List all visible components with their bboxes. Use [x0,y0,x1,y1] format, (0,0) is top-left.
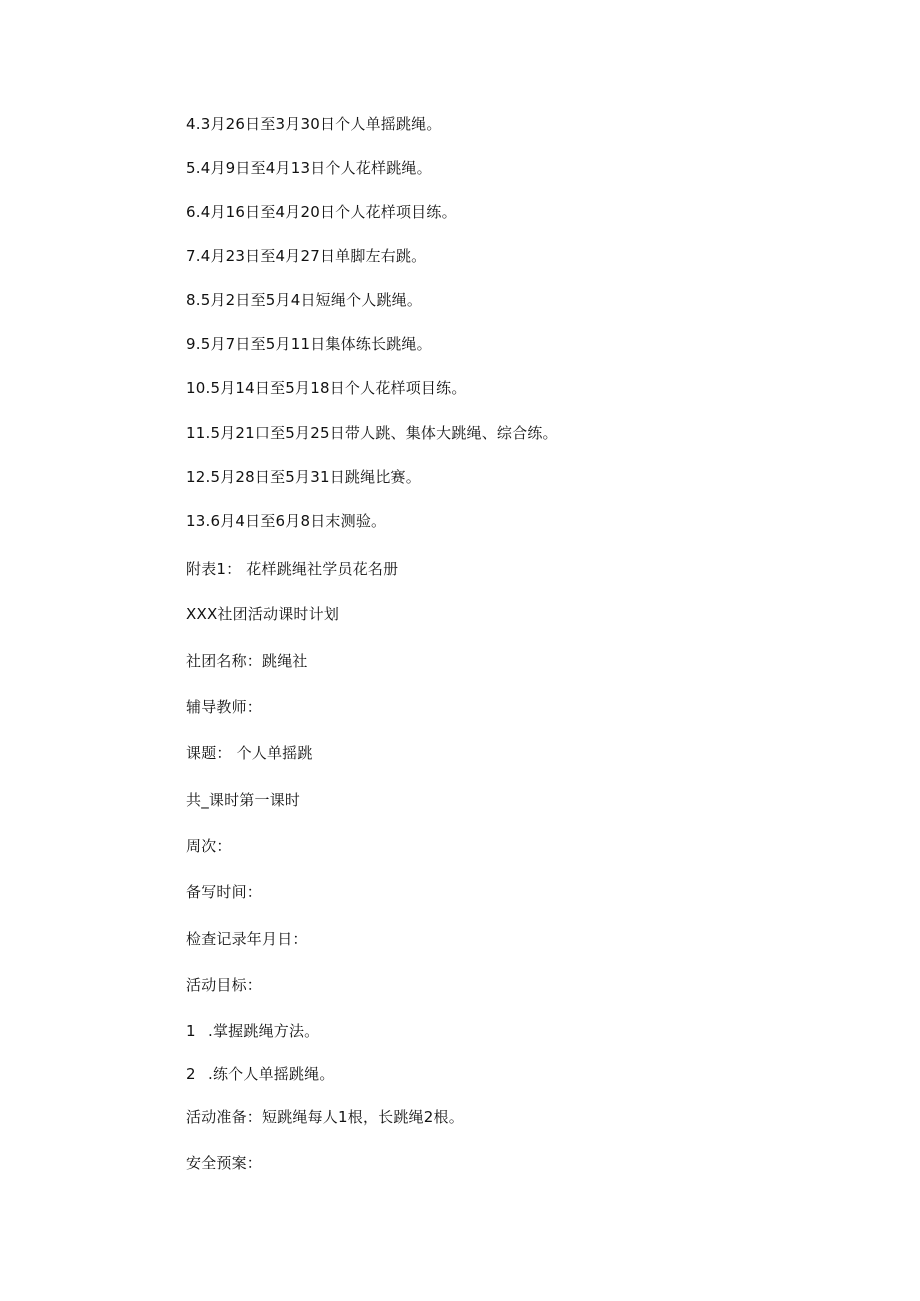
preparation-field: 活动准备：短跳绳每人1根，长跳绳2根。 [186,1108,464,1126]
schedule-item-10: 10.5月14日至5月18日个人花样项目练。 [186,379,467,397]
appendix-line: 附表1： 花样跳绳社学员花名册 [186,560,399,578]
lesson-field: 共_课时第一课时 [186,791,301,809]
schedule-item-11: 11.5月21口至5月25日带人跳、集体大跳绳、综合练。 [186,424,558,442]
schedule-item-12: 12.5月28日至5月31日跳绳比赛。 [186,468,421,486]
schedule-item-9: 9.5月7日至5月11日集体练长跳绳。 [186,335,432,353]
goal-number: 1 [186,1022,196,1040]
schedule-item-7: 7.4月23日至4月27日单脚左右跳。 [186,247,427,265]
goal-text: .掌握跳绳方法。 [208,1022,320,1040]
teacher-field: 辅导教师： [186,698,263,716]
safety-field: 安全预案： [186,1154,263,1172]
goal-text: .练个人单摇跳绳。 [208,1065,335,1083]
schedule-item-13: 13.6月4日至6月8日末测验。 [186,512,387,530]
week-field: 周次： [186,837,232,855]
schedule-item-6: 6.4月16日至4月20日个人花样项目练。 [186,203,457,221]
schedule-item-4: 4.3月26日至3月30日个人单摇跳绳。 [186,115,442,133]
goal-number: 2 [186,1065,196,1083]
schedule-item-5: 5.4月9日至4月13日个人花样跳绳。 [186,159,432,177]
goal-item [186,1064,335,1084]
goals-label: 活动目标： [186,976,263,994]
topic-field: 课题： 个人单摇跳 [186,744,313,762]
club-name: 社团名称：跳绳社 [186,652,308,670]
prep-time-field: 备写时间： [186,883,263,901]
goal-item [186,1021,319,1041]
schedule-item-8: 8.5月2日至5月4日短绳个人跳绳。 [186,291,423,309]
plan-title: XXX社团活动课时计划 [186,605,340,623]
check-record-field: 检查记录年月日： [186,930,308,948]
